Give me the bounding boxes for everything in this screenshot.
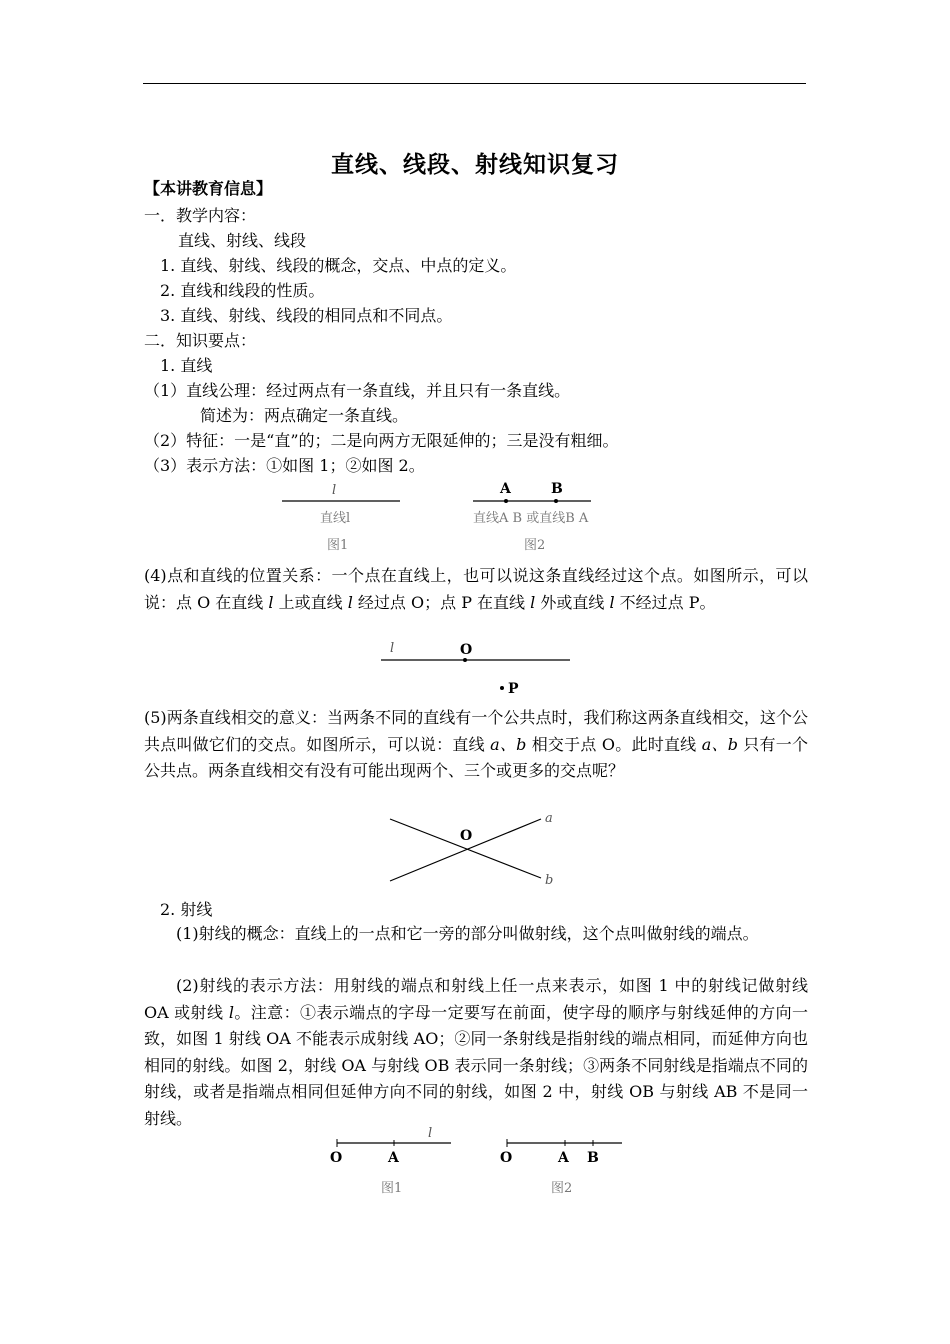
figure-intersecting-lines [390, 811, 553, 888]
figure-point-line [381, 641, 570, 697]
point-a [504, 499, 508, 503]
point-b [554, 499, 558, 503]
figure-number-1: 图1 [327, 538, 349, 553]
label-o: O [460, 828, 473, 844]
line-section-title: 1. 直线 [160, 356, 213, 375]
part1-heading: 一．教学内容： [144, 206, 257, 225]
section-header: 【本讲教育信息】 [144, 179, 273, 198]
figure-line-l [282, 483, 400, 553]
point-o [463, 658, 467, 662]
label-o: O [500, 1150, 513, 1166]
label-o: O [460, 642, 473, 658]
line-axiom: （1）直线公理：经过两点有一条直线，并且只有一条直线。 [144, 381, 571, 400]
label-a: A [558, 1150, 569, 1166]
line-notation: （3）表示方法：①如图 1；②如图 2。 [144, 456, 425, 475]
label-o: O [330, 1150, 343, 1166]
part1-subtitle: 直线、射线、线段 [178, 231, 307, 250]
part1-item-3: 3. 直线、射线、线段的相同点和不同点。 [160, 306, 453, 325]
label-a: A [500, 481, 511, 497]
label-a: a [545, 811, 553, 826]
label-l: l [428, 1126, 433, 1141]
ray-notation: (2)射线的表示方法：用射线的端点和射线上任一点来表示，如图 1 中的射线记做射线 OA 或射线 l。注意：①表示端点的字母一定要写在前面，使字母的顺序与射线延伸的方向一致，如图 1 射线 OA 不能表示成射线 AO；②同一条射线是指射线的端点相同，而延伸方向也相同的射线。如图 2，射线 OA 与射线 OB 表示同一条射线；③两条不同射线是指端点不同的射线，或者是指端点相同但延伸方向不同的射线，如图 2 中，射线 OB 与射线 AB 不是同一射线。 [144, 976, 808, 1128]
label-b: B [587, 1150, 599, 1166]
part2-heading: 二．知识要点： [144, 331, 257, 350]
label-b: b [545, 873, 554, 888]
ray-concept: (1)射线的概念：直线上的一点和它一旁的部分叫做射线，这个点叫做射线的端点。 [176, 924, 759, 943]
ray-section-title: 2. 射线 [160, 900, 213, 919]
page-title: 直线、线段、射线知识复习 [331, 152, 619, 178]
figure-ray-oab [500, 1139, 622, 1196]
caption-line-l: 直线l [320, 511, 351, 526]
point-p [500, 686, 504, 690]
label-p: P [508, 681, 519, 697]
part1-item-2: 2. 直线和线段的性质。 [160, 281, 325, 300]
label-b: B [551, 481, 563, 497]
figure-number-2: 图2 [551, 1181, 573, 1196]
part1-item-1: 1. 直线、射线、线段的概念，交点、中点的定义。 [160, 256, 517, 275]
caption-line-ab: 直线A B 或直线B A [473, 511, 589, 526]
label-a: A [388, 1150, 399, 1166]
label-l: l [332, 483, 337, 498]
figure-number-2: 图2 [524, 538, 546, 553]
line-features: （2）特征：一是“直”的；二是向两方无限延伸的；三是没有粗细。 [144, 431, 619, 450]
figure-ray-oa [330, 1126, 451, 1196]
figure-line-ab [473, 481, 591, 553]
line-axiom-summary: 简述为：两点确定一条直线。 [200, 406, 409, 425]
label-l: l [390, 641, 395, 656]
point-line-relation: (4)点和直线的位置关系：一个点在直线上，也可以说这条直线经过这个点。如图所示，可以说：点 O 在直线 l 上或直线 l 经过点 O；点 P 在直线 l 外或直线 l 不经过点 P。 [144, 566, 808, 612]
figure-number-1: 图1 [381, 1181, 403, 1196]
intersection-meaning: (5)两条直线相交的意义：当两条不同的直线有一个公共点时，我们称这两条直线相交，这个公共点叫做它们的交点。如图所示，可以说：直线 a、b 相交于点 O。此时直线 a、b 只有一个公共点。两条直线相交有没有可能出现两个、三个或更多的交点呢？ [144, 708, 808, 780]
